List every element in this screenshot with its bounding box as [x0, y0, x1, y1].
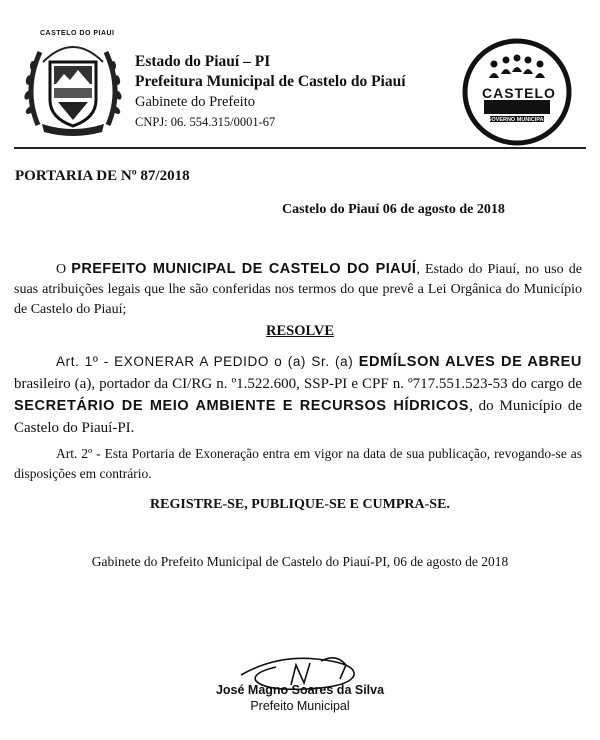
preamble-rest: , Estado do Piauí, no uso de suas atribuições legais que lhe são conferidas nos termos do que prevê a Lei Orgânica do Município de Castelo do Piauí;	[14, 262, 582, 317]
preamble-paragraph	[14, 259, 582, 320]
preamble-lead: O	[56, 262, 72, 277]
header-divider	[14, 147, 586, 149]
date-line: Castelo do Piauí 06 de agosto de 2018	[282, 202, 505, 217]
portaria-number: PORTARIA DE Nº 87/2018	[15, 168, 190, 184]
office-name: SECRETÁRIO DE MEIO AMBIENTE E RECURSOS HÍDRICOS	[14, 398, 470, 414]
closing-formula: REGISTRE-SE, PUBLIQUE-SE E CUMPRA-SE.	[150, 497, 450, 512]
gabinete-name: Gabinete do Prefeito	[135, 94, 255, 110]
logo-sub: GOVERNO MUNICIPAL	[487, 117, 547, 123]
letterhead	[135, 52, 406, 132]
gabinete-date-line: Gabinete do Prefeito Municipal de Castelo do Piauí-PI, 06 de agosto de 2018	[91, 554, 509, 569]
logo-text: CASTELO	[482, 85, 556, 101]
person-name: EDMÍLSON ALVES DE ABREU	[358, 354, 582, 370]
cnpj: CNPJ: 06. 554.315/0001-67	[135, 115, 276, 129]
coat-of-arms-icon	[18, 30, 128, 140]
resolve-heading: RESOLVE	[266, 323, 334, 339]
article-2	[14, 444, 582, 484]
prefeitura-name: Prefeitura Municipal de Castelo do Piauí	[135, 73, 406, 90]
article-1	[14, 351, 582, 439]
art1-end: , do Município de Castelo do Piauí-PI.	[14, 398, 583, 436]
crest-text: CASTELO DO PIAUI	[40, 30, 115, 37]
signatory-name: José Magno Soares da Silva	[215, 683, 385, 697]
art1-lead: Art. 1º - EXONERAR A PEDIDO o (a) Sr. (a)	[56, 354, 359, 369]
art2-text: Art. 2º - Esta Portaria de Exoneração entra em vigor na data de sua publicação, revogando-se as disposições em contrário.	[14, 446, 582, 481]
prefeito-title: PREFEITO MUNICIPAL DE CASTELO DO PIAUÍ	[71, 261, 417, 277]
art1-mid: brasileiro (a), portador da CI/RG n. º1.522.600, SSP-PI e CPF n. º717.551.523-53 do cargo de	[14, 376, 582, 392]
signatory-title: Prefeito Municipal	[250, 699, 350, 713]
state-name: Estado do Piauí – PI	[135, 53, 271, 70]
